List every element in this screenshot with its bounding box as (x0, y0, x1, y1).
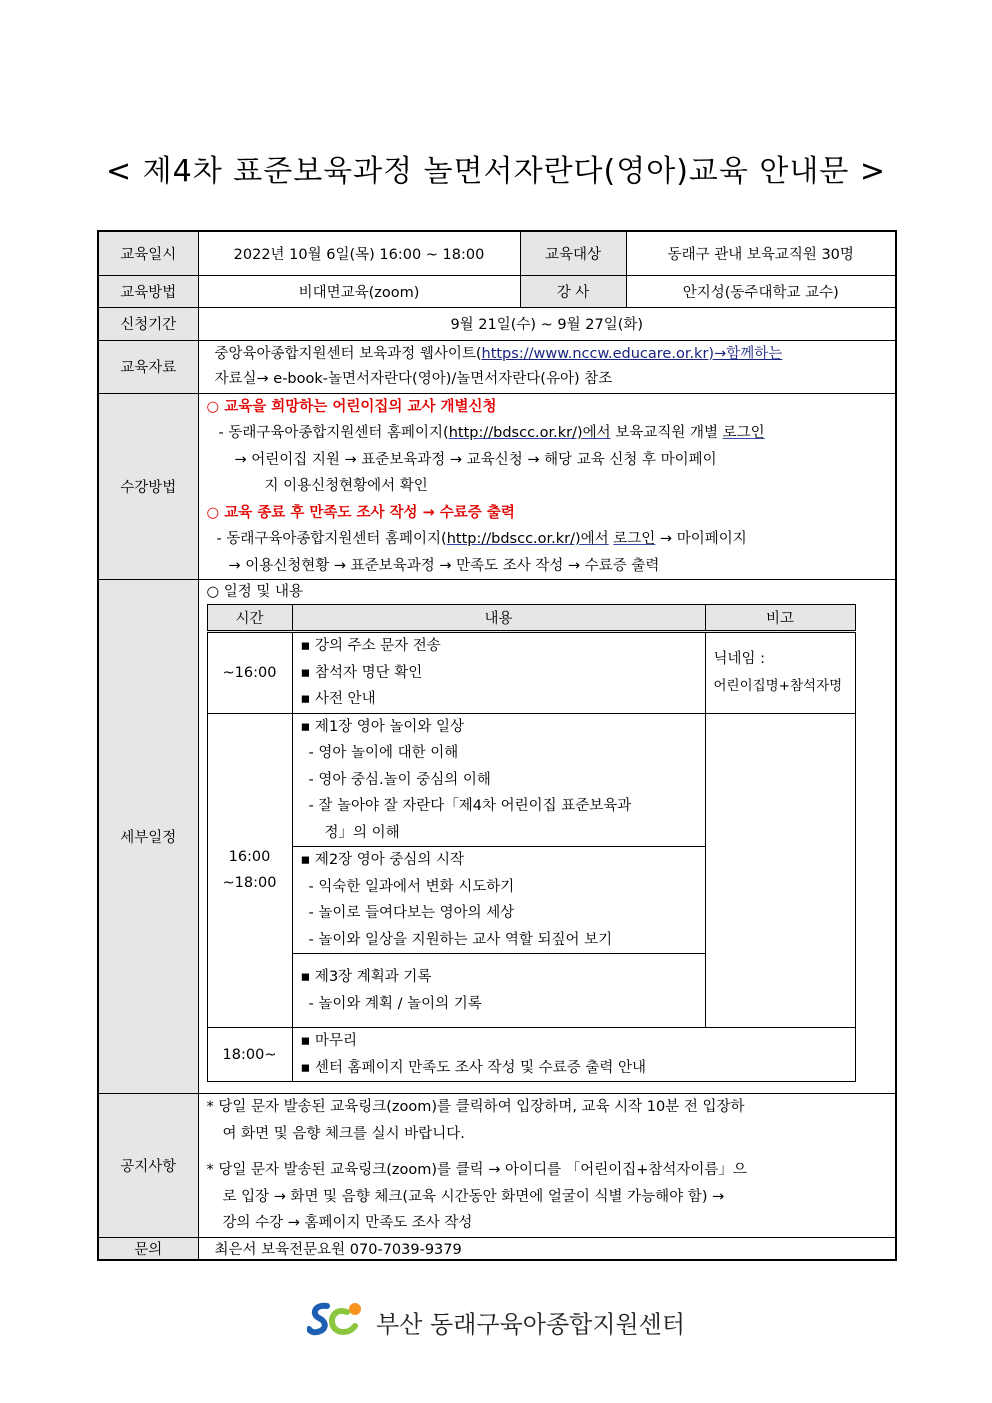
notice-line: 여 화면 및 음향 체크를 실시 바랍니다. (222, 1125, 465, 1142)
material-label: 교육자료 (98, 340, 198, 393)
login-link[interactable]: 로그인 (613, 531, 656, 547)
col-content-header: 내용 (292, 605, 705, 632)
contact-value: 최은서 보육전문요원 070-7039-9379 (198, 1237, 896, 1260)
date-value: 2022년 10월 6일(목) 16:00 ~ 18:00 (198, 231, 520, 275)
bdscc-link[interactable]: http://bdscc.or.kr/)에서 (448, 425, 611, 441)
apply-label: 신청기간 (98, 307, 198, 340)
note-text: 어린이집명+참석자명 (713, 677, 843, 694)
chapter2-content (292, 847, 705, 954)
enroll-text: - 동래구육아종합지원센터 홈페이지( (218, 425, 449, 441)
center-name: 부산 동래구육아종합지원센터 (376, 1310, 686, 1339)
material-value (198, 340, 896, 393)
list-item: ▪ 강의 주소 문자 전송 (300, 638, 441, 654)
enroll-label: 수강방법 (98, 393, 198, 580)
list-item: ▪ 마무리 (300, 1033, 357, 1049)
row1-time: ~16:00 (207, 632, 292, 714)
list-item: ▪ 센터 홈페이지 만족도 조사 작성 및 수료증 출력 안내 (300, 1059, 646, 1076)
enroll-value (198, 393, 896, 580)
row2-note (705, 713, 855, 1028)
col-note-header: 비고 (705, 605, 855, 632)
note-text: 닉네임 : (713, 651, 766, 668)
chapter1-content (292, 713, 705, 847)
list-item: - 놀이와 일상을 지원하는 교사 역할 되짚어 보기 (308, 931, 613, 948)
list-item: ▪ 제2장 영아 중심의 시작 (300, 852, 465, 868)
schedule-label: 세부일정 (98, 580, 198, 1094)
list-item: - 익숙한 일과에서 변화 시도하기 (308, 878, 515, 895)
row3-time: 18:00~ (207, 1028, 292, 1082)
apply-value: 9월 21일(수) ~ 9월 27일(화) (198, 307, 896, 340)
notice-line: 강의 수강 → 홈페이지 만족도 조사 작성 (222, 1215, 473, 1231)
list-item: ▪ 사전 안내 (300, 691, 376, 707)
schedule-cell (198, 580, 896, 1094)
list-item: - 영아 놀이에 대한 이해 (308, 745, 459, 761)
bdscc-link[interactable]: http://bdscc.or.kr/)에서 (446, 531, 609, 547)
row3-content (292, 1028, 855, 1082)
target-label: 교육대상 (520, 231, 626, 275)
date-label: 교육일시 (98, 231, 198, 275)
material-line2: 자료실→ e-book-놀면서자란다(영아)/놀면서자란다(유아) 참조 (214, 370, 613, 387)
enroll-heading-2: ○ 교육 종료 후 만족도 조사 작성 → 수료증 출력 (206, 504, 515, 521)
notice-line: 로 입장 → 화면 및 음향 체크(교육 시간동안 화면에 얼굴이 식별 가능해야 함) → (222, 1188, 725, 1205)
target-value: 동래구 관내 보육교직원 30명 (626, 231, 896, 275)
page-title: < 제4차 표준보육과정 놀면서자란다(영아)교육 안내문 > (105, 154, 887, 189)
footer-brand (0, 1300, 992, 1344)
list-item: - 놀이와 계획 / 놀이의 기록 (308, 995, 482, 1012)
list-item: - 영아 중심.놀이 중심의 이해 (308, 771, 491, 788)
notice-line: * 당일 문자 발송된 교육링크(zoom)를 클릭하여 입장하며, 교육 시작 10분 전 입장하 (206, 1099, 745, 1115)
enroll-line-2: → 어린이집 지원 → 표준보육과정 → 교육신청 → 해당 교육 신청 후 마이페이 (234, 451, 717, 468)
list-item: ▪ 제1장 영아 놀이와 일상 (300, 718, 465, 735)
row1-content (292, 632, 705, 714)
nccw-link[interactable]: https://www.nccw.educare.or.kr)→함께하는 (481, 345, 783, 362)
method-value: 비대면교육(zoom) (198, 275, 520, 307)
enroll-heading-1: ○ 교육을 희망하는 어린이집의 교사 개별신청 (206, 398, 497, 415)
lecturer-value: 안지성(동주대학교 교수) (626, 275, 896, 307)
method-label: 교육방법 (98, 275, 198, 307)
time-text: 16:00 (228, 848, 271, 865)
enroll-text: - 동래구육아종합지원센터 홈페이지( (216, 531, 447, 547)
schedule-table (207, 604, 856, 1082)
col-time-header: 시간 (207, 605, 292, 632)
login-link[interactable]: 로그인 (722, 425, 765, 441)
notice-value (198, 1094, 896, 1238)
list-item: ▪ 제3장 계획과 기록 (300, 969, 432, 985)
enroll-line-5: → 이용신청현황 → 표준보육과정 → 만족도 조사 작성 → 수료증 출력 (228, 557, 660, 574)
schedule-intro: ○ 일정 및 내용 (206, 584, 304, 600)
enroll-text: 보육교직원 개별 (610, 425, 723, 441)
time-text: ~18:00 (222, 875, 277, 892)
chapter3-content (292, 954, 705, 1028)
list-item: - 잘 놀아야 잘 자란다「제4차 어린이집 표준보육과 (308, 798, 632, 814)
center-logo-icon (307, 1300, 365, 1344)
info-table (97, 230, 897, 1261)
enroll-text: → 마이페이지 (655, 531, 747, 547)
list-item: 정」의 이해 (324, 824, 400, 841)
contact-label: 문의 (98, 1237, 198, 1260)
row1-note (705, 632, 855, 714)
lecturer-label: 강 사 (520, 275, 626, 307)
notice-label: 공지사항 (98, 1094, 198, 1238)
list-item: ▪ 참석자 명단 확인 (300, 664, 423, 681)
row2-time (207, 713, 292, 1028)
enroll-line-3: 지 이용신청현황에서 확인 (264, 478, 428, 494)
list-item: - 놀이로 들여다보는 영아의 세상 (308, 905, 515, 921)
notice-line: * 당일 문자 발송된 교육링크(zoom)를 클릭 → 아이디를 「어린이집+참석자이름」으 (206, 1162, 747, 1178)
material-text: 중앙육아종합지원센터 보육과정 웹사이트( (214, 345, 482, 362)
